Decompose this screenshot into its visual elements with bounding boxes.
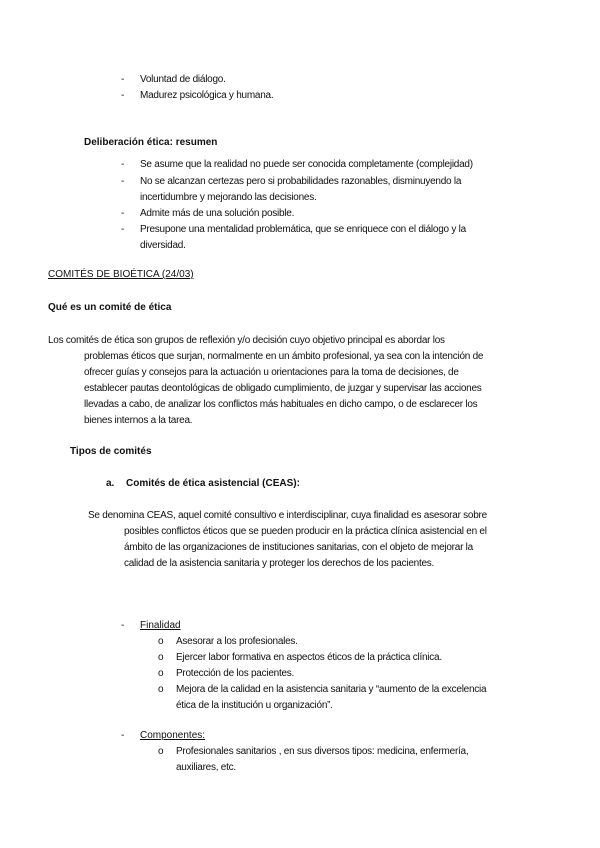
ceas-paragraph-line: calidad de la asistencia sanitaria y proteger los derechos de los pacientes. xyxy=(124,558,435,569)
list-bullet-o: o xyxy=(158,668,164,679)
intro-item: Madurez psicológica y humana. xyxy=(140,90,274,101)
que-es-line: establecer pautas deontológicas de obligado cumplimiento, de juzgar y supervisar las acciones xyxy=(84,383,482,394)
list-bullet-o: o xyxy=(158,746,164,757)
finalidad-item: Mejora de la calidad en la asistencia sanitaria y “aumento de la excelencia xyxy=(176,684,487,695)
list-bullet-o: o xyxy=(158,652,164,663)
ceas-paragraph-line: posibles conflictos éticos que se pueden producir en la práctica clínica asistencial en el xyxy=(124,526,487,537)
list-bullet-o: o xyxy=(158,636,164,647)
ceas-heading: Comités de ética asistencial (CEAS): xyxy=(126,478,300,489)
deliberacion-item: Admite más de una solución posible. xyxy=(140,208,295,219)
list-dash: - xyxy=(121,74,125,85)
list-dash: - xyxy=(121,224,125,235)
tipos-sub-marker: a. xyxy=(106,478,115,489)
que-es-line: llevadas a cabo, de analizar los conflictos más habituales en dicho campo, o de esclarecer los xyxy=(84,399,478,410)
ceas-paragraph-line: ámbito de las organizaciones de instituciones sanitarias, con el objeto de mejorar la xyxy=(124,542,473,553)
finalidad-item: Ejercer labor formativa en aspectos éticos de la práctica clínica. xyxy=(176,652,442,663)
intro-item: Voluntad de diálogo. xyxy=(140,74,226,85)
section-title: COMITÉS DE BIOÉTICA (24/03) xyxy=(48,269,194,280)
finalidad-item: Asesorar a los profesionales. xyxy=(176,636,298,647)
list-dash: - xyxy=(121,208,125,219)
deliberacion-item-cont: diversidad. xyxy=(140,240,186,251)
list-dash: - xyxy=(121,90,125,101)
list-dash: - xyxy=(121,159,125,170)
componentes-label: Componentes: xyxy=(140,730,206,741)
deliberacion-item: Se asume que la realidad no puede ser conocida completamente (complejidad) xyxy=(140,159,473,170)
componentes-item: Profesionales sanitarios , en sus diversos tipos: medicina, enfermería, xyxy=(176,746,469,757)
deliberacion-item: Presupone una mentalidad problemática, que se enriquece con el diálogo y la xyxy=(140,224,466,235)
list-dash: - xyxy=(121,176,125,187)
tipos-heading: Tipos de comités xyxy=(70,446,152,457)
deliberacion-item-cont: incertidumbre y mejorando las decisiones. xyxy=(140,192,317,203)
ceas-paragraph-line: Se denomina CEAS, aquel comité consultivo e interdisciplinar, cuya finalidad es asesorar sobre xyxy=(88,510,487,521)
componentes-item-cont: auxiliares, etc. xyxy=(176,762,236,773)
que-es-line: problemas éticos que surjan, normalmente en un ámbito profesional, ya sea con la intención de xyxy=(84,351,484,362)
deliberacion-heading: Deliberación ética: resumen xyxy=(84,137,218,148)
finalidad-label: Finalidad xyxy=(140,620,181,631)
list-dash: - xyxy=(121,730,125,741)
deliberacion-item: No se alcanzan certezas pero si probabilidades razonables, disminuyendo la xyxy=(140,176,462,187)
que-es-line: Los comités de ética son grupos de reflexión y/o decisión cuyo objetivo principal es abordar los xyxy=(48,335,445,346)
finalidad-item: Protección de los pacientes. xyxy=(176,668,295,679)
finalidad-item-cont: ética de la institución u organización”. xyxy=(176,700,333,711)
que-es-heading: Qué es un comité de ética xyxy=(48,302,172,313)
que-es-line: bienes internos a la tarea. xyxy=(84,415,193,426)
que-es-line: ofrecer guías y consejos para la actuación u orientaciones para la toma de decisiones, de xyxy=(84,367,459,378)
list-dash: - xyxy=(121,620,125,631)
list-bullet-o: o xyxy=(158,684,164,695)
